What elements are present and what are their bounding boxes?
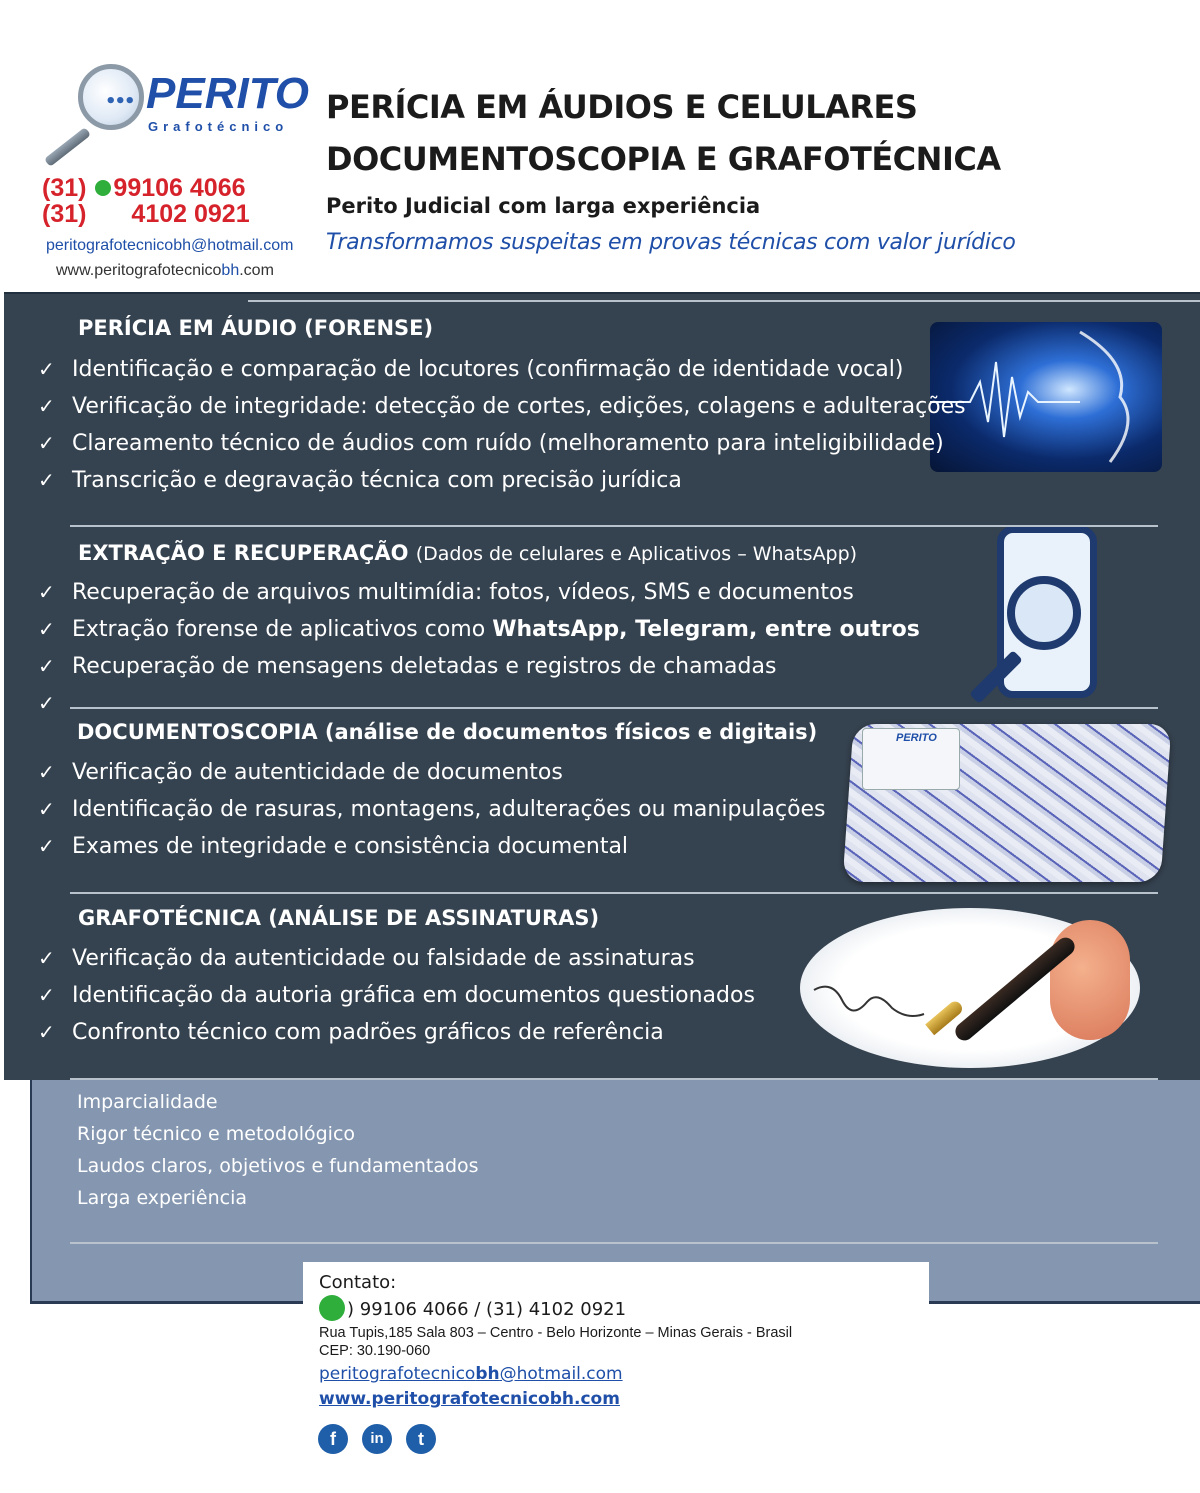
list-item-text: Verificação da autenticidade ou falsidade de assinaturas bbox=[72, 946, 695, 971]
list-item-empty bbox=[38, 688, 72, 718]
logo-subtitle: Grafotécnico bbox=[148, 119, 289, 134]
contact-address: Rua Tupis,185 Sala 803 – Centro - Belo Horizonte – Minas Gerais - Brasil bbox=[319, 1325, 793, 1341]
section-title-extraction bbox=[78, 541, 857, 565]
section-title-note: (Dados de celulares e Aplicativos – WhatsApp) bbox=[415, 543, 858, 565]
list-item bbox=[38, 428, 944, 458]
logo bbox=[30, 62, 315, 172]
twitter-icon[interactable]: t bbox=[406, 1424, 436, 1454]
divider bbox=[70, 892, 1158, 894]
header-website[interactable] bbox=[56, 262, 274, 280]
list-item bbox=[38, 391, 966, 421]
magnifier-icon bbox=[78, 64, 144, 130]
list-item bbox=[38, 943, 695, 973]
phone2-number: 4102 0921 bbox=[131, 200, 250, 228]
section-title-documentoscopia: DOCUMENTOSCOPIA (análise de documentos físicos e digitais) bbox=[77, 720, 818, 744]
list-item-text: Clareamento técnico de áudios com ruído (melhoramento para inteligibilidade) bbox=[72, 431, 944, 456]
check-icon: ✓ bbox=[38, 1020, 55, 1044]
section-title-text: EXTRAÇÃO E RECUPERAÇÃO bbox=[78, 541, 409, 565]
list-item bbox=[38, 980, 755, 1010]
check-icon: ✓ bbox=[38, 357, 55, 381]
page-title-1: PERÍCIA EM ÁUDIOS E CELULARES bbox=[326, 88, 918, 126]
quality-item: Larga experiência bbox=[77, 1187, 247, 1209]
business-card-logo: PERITO bbox=[896, 732, 937, 744]
phone-forensics-image bbox=[965, 520, 1115, 710]
website-tail: .com bbox=[239, 262, 274, 279]
list-item-text: Verificação de integridade: detecção de cortes, edições, colagens e adulterações bbox=[72, 394, 966, 419]
website-bh: bh bbox=[221, 262, 240, 279]
list-item bbox=[38, 577, 854, 607]
check-icon: ✓ bbox=[38, 946, 55, 970]
check-icon: ✓ bbox=[38, 983, 55, 1007]
email-main: peritografotecnico bbox=[319, 1364, 476, 1384]
list-item-text: Identificação e comparação de locutores (confirmação de identidade vocal) bbox=[72, 357, 904, 382]
divider bbox=[70, 707, 1158, 709]
check-icon: ✓ bbox=[38, 797, 55, 821]
list-item bbox=[38, 465, 682, 495]
check-icon: ✓ bbox=[38, 654, 55, 678]
phone1-number: 99106 4066 bbox=[113, 174, 246, 202]
list-item-text: Identificação da autoria gráfica em documentos questionados bbox=[72, 983, 755, 1008]
check-icon: ✓ bbox=[38, 691, 55, 715]
check-icon: ✓ bbox=[38, 394, 55, 418]
list-item bbox=[38, 794, 826, 824]
phone-whatsapp[interactable] bbox=[42, 175, 246, 201]
magnifier-handle-icon bbox=[44, 127, 91, 167]
divider bbox=[70, 1242, 1158, 1244]
list-item-text: Identificação de rasuras, montagens, adulterações ou manipulações bbox=[72, 797, 826, 822]
header-email[interactable]: peritografotecnicobh@hotmail.com bbox=[46, 237, 294, 254]
quality-item: Laudos claros, objetivos e fundamentados bbox=[77, 1155, 479, 1177]
list-item-bold: WhatsApp, Telegram, entre outros bbox=[492, 617, 920, 642]
whatsapp-icon bbox=[319, 1295, 345, 1321]
check-icon: ✓ bbox=[38, 760, 55, 784]
email-bold: bh bbox=[475, 1364, 500, 1384]
divider bbox=[70, 525, 1158, 527]
list-item-text: Verificação de autenticidade de documentos bbox=[72, 760, 563, 785]
phone2-prefix: (31) bbox=[42, 200, 87, 228]
list-item bbox=[38, 831, 628, 861]
phone-landline[interactable] bbox=[42, 201, 250, 227]
check-icon: ✓ bbox=[38, 468, 55, 492]
whatsapp-icon bbox=[95, 180, 111, 196]
list-item bbox=[38, 1017, 664, 1047]
contact-website-link[interactable]: www.peritografotecnicobh.com bbox=[319, 1389, 620, 1409]
list-item-text: Recuperação de arquivos multimídia: fotos, vídeos, SMS e documentos bbox=[72, 580, 854, 605]
list-item bbox=[38, 354, 903, 384]
list-item-text: Extração forense de aplicativos como bbox=[72, 617, 493, 642]
logo-text: PERITO bbox=[146, 69, 310, 118]
check-icon: ✓ bbox=[38, 617, 55, 641]
phone1-prefix: (31) bbox=[42, 174, 87, 202]
section-title-audio: PERÍCIA EM ÁUDIO (FORENSE) bbox=[78, 316, 434, 340]
contact-phones-text: ) 99106 4066 / (31) 4102 0921 bbox=[347, 1299, 627, 1320]
tagline: Transformamos suspeitas em provas técnicas com valor jurídico bbox=[326, 230, 1016, 255]
quality-item: Rigor técnico e metodológico bbox=[77, 1123, 356, 1145]
list-item-text: Confronto técnico com padrões gráficos de referência bbox=[72, 1020, 664, 1045]
list-item-text: Transcrição e degravação técnica com precisão jurídica bbox=[72, 468, 682, 493]
magnifier-icon bbox=[1007, 576, 1081, 650]
page-title-2: DOCUMENTOSCOPIA E GRAFOTÉCNICA bbox=[326, 140, 1001, 178]
contact-phones[interactable] bbox=[319, 1297, 626, 1323]
divider bbox=[70, 1078, 1158, 1080]
dots-icon: ••• bbox=[105, 91, 134, 112]
contact-cep: CEP: 30.190-060 bbox=[319, 1343, 431, 1359]
check-icon: ✓ bbox=[38, 431, 55, 455]
list-item-text: Recuperação de mensagens deletadas e registros de chamadas bbox=[72, 654, 777, 679]
list-item bbox=[38, 757, 563, 787]
list-item bbox=[38, 614, 920, 644]
signature-scribble-icon bbox=[812, 980, 962, 1030]
divider bbox=[248, 300, 1200, 302]
facebook-icon[interactable]: f bbox=[318, 1424, 348, 1454]
check-icon: ✓ bbox=[38, 834, 55, 858]
section-title-grafotecnica: GRAFOTÉCNICA (ANÁLISE DE ASSINATURAS) bbox=[78, 906, 600, 930]
list-item bbox=[38, 651, 776, 681]
check-icon: ✓ bbox=[38, 580, 55, 604]
contact-email-link[interactable] bbox=[319, 1364, 623, 1384]
linkedin-icon[interactable]: in bbox=[362, 1424, 392, 1454]
website-main: www.peritografotecnico bbox=[56, 262, 222, 279]
page-subtitle: Perito Judicial com larga experiência bbox=[326, 194, 761, 218]
contact-label: Contato: bbox=[319, 1272, 397, 1293]
email-tail: @hotmail.com bbox=[499, 1364, 623, 1384]
list-item-text: Exames de integridade e consistência documental bbox=[72, 834, 629, 859]
quality-item: Imparcialidade bbox=[77, 1091, 218, 1113]
